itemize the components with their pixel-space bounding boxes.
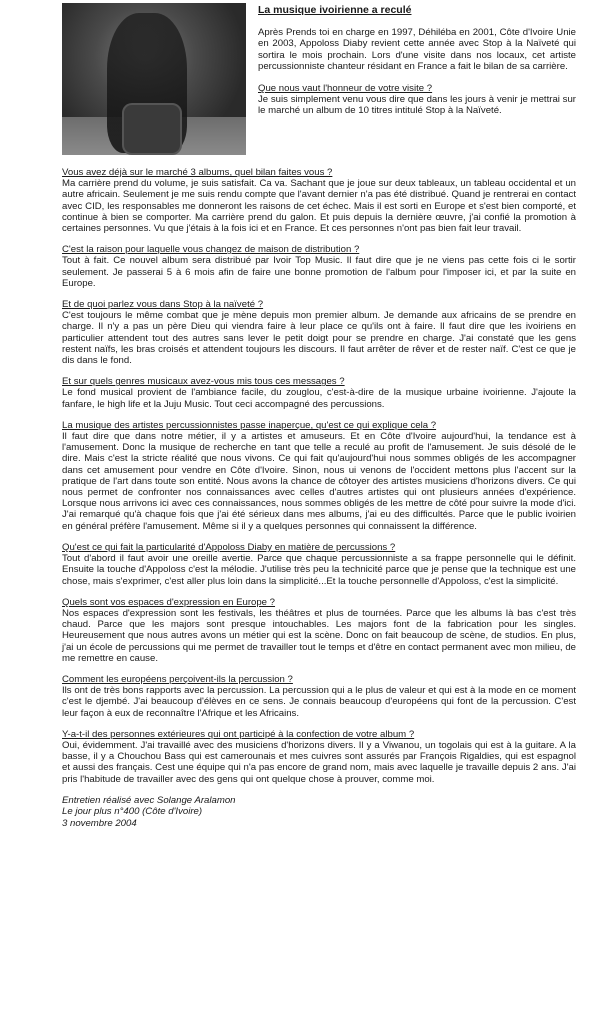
article-intro: Après Prends toi en charge en 1997, Déhiléba en 2001, Côte d'Ivoire Unie en 2003, Appoloss Diaby revient cette année avec Stop à la Naïveté qui sortira le mois prochain. Lors d'une visite dans nos locaux, cet artiste percussionniste chanteur résidant en France a fait le bilan de sa carrière. [258,27,576,72]
artist-photo [62,3,246,155]
answer-9: Ils ont de très bons rapports avec la percussion. La percussion qui a le plus de valeur et qui est à la mode en ce moment c'est le djembé. J'ai beaucoup d'élèves en ce sens. Je connais beaucoup d'européens qui font de la percussion. C'est leur façon à eux de reconnaître l'Afrique et les Africains. [62,685,576,719]
question-2: Vous avez déjà sur le marché 3 albums, quel bilan faites vous ? [62,167,333,178]
answer-5: Le fond musical provient de l'ambiance facile, du zouglou, c'est-à-dire de la musique urbaine ivoirienne. J'ajoute la fanfare, le high life et la Juju Music. Tout ceci accompagné des percussions. [62,387,576,410]
question-9: Comment les européens perçoivent-ils la percussion ? [62,673,293,685]
question-4: Et de quoi parlez vous dans Stop à la naïveté ? [62,299,264,311]
answer-6: Il faut dire que dans notre métier, il y a artistes et amuseurs. Et en Côte d'Ivoire aujourd'hui, la tendance est à l'amusement. Donc la musique de recherche en tant que telle a reculé au profit de l'amusement. Je suis désolé de le dire. Mais c'est la stricte réalité que nous vivons. Ce qui fait qu'aujourd'hui nous sommes obligés de les accompagner dans cet amusement pour vendre en Côte d'Ivoire. Sinon, nous ui venons de l'occident mettons plus l'accent sur la pratique de l'art dans toute son entité. Nous avons la chance de côtoyer des artistes musiciens d'horizons divers. Ce qui nous permet de confronter nos connaissances avec celles d'autres artistes qui ont plusieurs années d'expérience. Lorsque nous arrivons ici avec ces connaissances, nous sommes obligés de les mettre de côté pour suivre la mode d'ici. J'ai remarqué qu'à chaque fois que j'ai été sérieux dans mes albums, j'ai eu des difficultés. Parce que le public ivoirien en général préfère l'amusement. Même si il y a quelques personnes qui connaissent la différence. [62,431,576,532]
question-3: C'est la raison pour laquelle vous changez de maison de distribution ? [62,244,360,256]
question-10: Y-a-t-il des personnes extérieures qui ont participé à la confection de votre album ? [62,728,415,740]
article-credits [62,795,576,829]
answer-7: Tout d'abord il faut avoir une oreille avertie. Parce que chaque percussionniste a sa frappe personnelle qui le définit. Ensuite la touche d'Appoloss c'est la mélodie. J'utilise très peu la technicité parce que je pense que la technique est une chose, mais s'exprimer, c'est aller plus loin dans la simplicité...Et la touche personnelle d'Appoloss, c'est la simplicité. [62,553,576,587]
answer-3: Tout à fait. Ce nouvel album sera distribué par Ivoir Top Music. Il faut dire que je ne viens pas cette fois ci le sortir seulement. Je passerai 5 à 6 mois afin de faire une bonne promotion de l'album pour l'imposer ici, et par la suite en Europe. [62,255,576,289]
answer-4: C'est toujours le même combat que je mène depuis mon premier album. Je demande aux africains de se prendre en charge. Il n'y a pas un père Dieu qui viendra faire à leur place ce qu'ils ont à faire. Il faut dire que les ivoiriens en particulier attendent tout des autres sans lever le petit doigt pour se prendre en charge. J'ai constaté que les gens restent naïfs, les bras croisés et attendent toujours les discours. Il faut arrêter de rêver et de rester naïf. C'est ce que je dis dans le fond. [62,310,576,367]
question-5: Et sur quels genres musicaux avez-vous mis tous ces messages ? [62,376,345,388]
question-6: La musique des artistes percussionnistes passe inaperçue, qu'est ce qui explique cela ? [62,419,437,431]
credit-date: 3 novembre 2004 [62,817,137,829]
article-header [258,5,576,128]
answer-10: Oui, évidemment. J'ai travaillé avec des musiciens d'horizons divers. Il y a Viwanou, un togolais qui est à la guitare. A la basse, il y a Chouchou Bass qui est camerounais et mes cuivres sont assurés par François Rigaldies, qui est espagnol et aussi des français. Cest une équipe qui n'a pas encore de grand nom, mais avec laquelle je travaille depuis 2 ans. J'ai pris l'habitude de travailler avec des gens qui ont quelque chose à prouver, comme moi. [62,739,576,785]
drum-image [122,103,182,155]
question-8: Quels sont vos espaces d'expression en Europe ? [62,596,276,608]
answer-8: Nos espaces d'expression sont les festivals, les théâtres et plus de tournées. Parce que les albums là bas c'est très chaud. Parce que les majors sont presque intouchables. Les majors font de la fabrication pour les singles. Heureusement que nous autres avons un métier qui est la scène. Donc on fait beaucoup de scène, de studios. En plus, j'ai un école de percussions qui me permet de travailler tout le temps et d'être en contact permanent avec mon milieu, de me remettre en cause. [62,607,576,664]
credit-publication: Le jour plus n°400 (Côte d'Ivoire) [62,806,203,818]
question-1: Que nous vaut l'honneur de votre visite ? [258,83,433,95]
credit-interviewer: Entretien réalisé avec Solange Aralamon [62,794,236,806]
answer-1: Je suis simplement venu vous dire que dans les jours à venir je mettrai sur le marché un album de 10 titres intitulé Stop à la Naïveté. [258,94,576,117]
answer-2: Ma carrière prend du volume, je suis satisfait. Ca va. Sachant que je joue sur deux tableaux, un tableau occidental et un autre africain. Seulement je me suis rendu compte que l'avant dernier n'a pas été distribué. Quand je rentrerai en contact avec CID, les responsables me donneront les raisons de cet échec. Mais il est sorti en Europe et s'est bien comporté, et continue à bien se comporter. Ma carrière prend du galon. Et puis depuis la dernière œuvre, j'ai confié la promotion à certaines personnes. Vu que j'étais à la fois ici et en France. Et ces personnes n'ont pas bien fait leur travail. [62,178,576,235]
article-title: La musique ivoirienne a reculé [258,4,412,16]
question-7: Qu'est ce qui fait la particularité d'Appoloss Diaby en matière de percussions ? [62,541,396,553]
article-body [62,167,576,829]
